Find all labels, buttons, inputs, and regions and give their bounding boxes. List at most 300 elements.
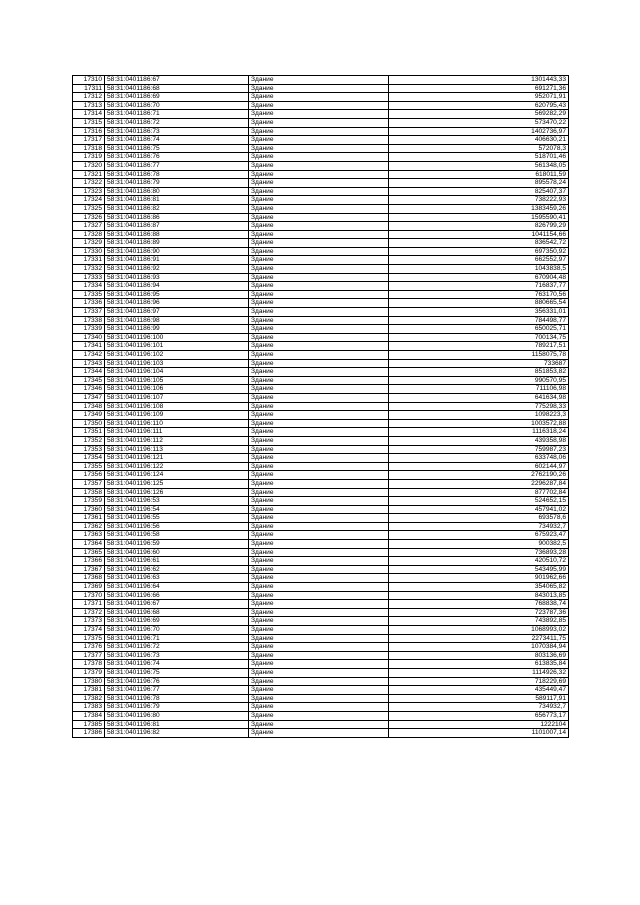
row-number-cell: 17324 xyxy=(73,196,105,205)
table-row xyxy=(73,325,569,334)
table-row xyxy=(73,273,569,282)
cadastral-value-cell: 877702,84 xyxy=(389,488,569,497)
table-row xyxy=(73,316,569,325)
object-type-cell: Здание xyxy=(249,531,389,540)
table-row xyxy=(73,153,569,162)
cadastral-number-cell: 58:31:0401186:79 xyxy=(105,179,249,188)
cadastral-value-cell: 851853,82 xyxy=(389,368,569,377)
row-number-cell: 17318 xyxy=(73,144,105,153)
cadastral-number-cell: 58:31:0401196:56 xyxy=(105,522,249,531)
cadastral-number-cell: 58:31:0401196:100 xyxy=(105,333,249,342)
object-type-cell: Здание xyxy=(249,694,389,703)
cadastral-value-cell: 1301443,33 xyxy=(389,76,569,85)
object-type-cell: Здание xyxy=(249,333,389,342)
cadastral-value-cell: 825407,37 xyxy=(389,187,569,196)
table-row xyxy=(73,557,569,566)
row-number-cell: 17316 xyxy=(73,127,105,136)
object-type-cell: Здание xyxy=(249,247,389,256)
object-type-cell: Здание xyxy=(249,660,389,669)
cadastral-number-cell: 58:31:0401186:97 xyxy=(105,308,249,317)
row-number-cell: 17340 xyxy=(73,333,105,342)
cadastral-value-cell: 2296287,84 xyxy=(389,479,569,488)
table-row xyxy=(73,93,569,102)
object-type-cell: Здание xyxy=(249,643,389,652)
cadastral-value-cell: 738222,93 xyxy=(389,196,569,205)
cadastral-number-cell: 58:31:0401186:89 xyxy=(105,239,249,248)
cadastral-number-cell: 58:31:0401196:55 xyxy=(105,514,249,523)
cadastral-number-cell: 58:31:0401196:82 xyxy=(105,729,249,738)
object-type-cell: Здание xyxy=(249,256,389,265)
row-number-cell: 17336 xyxy=(73,299,105,308)
cadastral-number-cell: 58:31:0401196:63 xyxy=(105,574,249,583)
object-type-cell: Здание xyxy=(249,522,389,531)
cadastral-value-cell: 768838,74 xyxy=(389,600,569,609)
cadastral-number-cell: 58:31:0401186:96 xyxy=(105,299,249,308)
cadastral-value-cell: 691271,36 xyxy=(389,84,569,93)
cadastral-number-cell: 58:31:0401186:78 xyxy=(105,170,249,179)
row-number-cell: 17366 xyxy=(73,557,105,566)
cadastral-number-cell: 58:31:0401196:74 xyxy=(105,660,249,669)
cadastral-value-cell: 952071,91 xyxy=(389,93,569,102)
cadastral-number-cell: 58:31:0401186:77 xyxy=(105,161,249,170)
row-number-cell: 17352 xyxy=(73,436,105,445)
row-number-cell: 17382 xyxy=(73,694,105,703)
object-type-cell: Здание xyxy=(249,471,389,480)
cadastral-number-cell: 58:31:0401196:80 xyxy=(105,711,249,720)
row-number-cell: 17380 xyxy=(73,677,105,686)
cadastral-value-cell: 789217,51 xyxy=(389,342,569,351)
table-row xyxy=(73,342,569,351)
object-type-cell: Здание xyxy=(249,514,389,523)
cadastral-number-cell: 58:31:0401186:72 xyxy=(105,118,249,127)
object-type-cell: Здание xyxy=(249,118,389,127)
object-type-cell: Здание xyxy=(249,436,389,445)
object-type-cell: Здание xyxy=(249,419,389,428)
row-number-cell: 17354 xyxy=(73,454,105,463)
table-row xyxy=(73,703,569,712)
object-type-cell: Здание xyxy=(249,720,389,729)
object-type-cell: Здание xyxy=(249,170,389,179)
row-number-cell: 17363 xyxy=(73,531,105,540)
table-row xyxy=(73,626,569,635)
object-type-cell: Здание xyxy=(249,93,389,102)
table-row xyxy=(73,686,569,695)
table-row xyxy=(73,76,569,85)
cadastral-number-cell: 58:31:0401186:82 xyxy=(105,204,249,213)
cadastral-value-cell: 826799,29 xyxy=(389,222,569,231)
cadastral-number-cell: 58:31:0401186:90 xyxy=(105,247,249,256)
object-type-cell: Здание xyxy=(249,583,389,592)
table-row xyxy=(73,84,569,93)
object-type-cell: Здание xyxy=(249,222,389,231)
row-number-cell: 17379 xyxy=(73,668,105,677)
row-number-cell: 17341 xyxy=(73,342,105,351)
table-row xyxy=(73,170,569,179)
row-number-cell: 17319 xyxy=(73,153,105,162)
row-number-cell: 17350 xyxy=(73,419,105,428)
cadastral-number-cell: 58:31:0401196:78 xyxy=(105,694,249,703)
row-number-cell: 17367 xyxy=(73,565,105,574)
object-type-cell: Здание xyxy=(249,557,389,566)
cadastral-value-cell: 650025,71 xyxy=(389,325,569,334)
table-row xyxy=(73,729,569,738)
table-row xyxy=(73,351,569,360)
table-row xyxy=(73,187,569,196)
object-type-cell: Здание xyxy=(249,368,389,377)
cadastral-number-cell: 58:31:0401196:69 xyxy=(105,617,249,626)
cadastral-number-cell: 58:31:0401196:54 xyxy=(105,505,249,514)
cadastral-value-cell: 435449,47 xyxy=(389,686,569,695)
cadastral-value-cell: 693578,6 xyxy=(389,514,569,523)
cadastral-number-cell: 58:31:0401186:92 xyxy=(105,265,249,274)
cadastral-number-cell: 58:31:0401196:72 xyxy=(105,643,249,652)
object-type-cell: Здание xyxy=(249,187,389,196)
object-type-cell: Здание xyxy=(249,204,389,213)
row-number-cell: 17332 xyxy=(73,265,105,274)
cadastral-number-cell: 58:31:0401196:68 xyxy=(105,608,249,617)
object-type-cell: Здание xyxy=(249,342,389,351)
row-number-cell: 17346 xyxy=(73,385,105,394)
row-number-cell: 17370 xyxy=(73,591,105,600)
cadastral-number-cell: 58:31:0401186:70 xyxy=(105,101,249,110)
row-number-cell: 17329 xyxy=(73,239,105,248)
cadastral-value-cell: 711106,98 xyxy=(389,385,569,394)
row-number-cell: 17313 xyxy=(73,101,105,110)
table-row xyxy=(73,419,569,428)
table-row xyxy=(73,591,569,600)
cadastral-number-cell: 58:31:0401196:67 xyxy=(105,600,249,609)
table-row xyxy=(73,471,569,480)
table-row xyxy=(73,505,569,514)
object-type-cell: Здание xyxy=(249,265,389,274)
cadastral-value-cell: 1114926,32 xyxy=(389,668,569,677)
cadastral-value-cell: 716837,77 xyxy=(389,282,569,291)
object-type-cell: Здание xyxy=(249,393,389,402)
cadastral-value-cell: 620795,43 xyxy=(389,101,569,110)
row-number-cell: 17343 xyxy=(73,359,105,368)
table-row xyxy=(73,282,569,291)
cadastral-value-cell: 1068993,02 xyxy=(389,626,569,635)
cadastral-number-cell: 58:31:0401186:80 xyxy=(105,187,249,196)
cadastral-number-cell: 58:31:0401196:79 xyxy=(105,703,249,712)
table-row xyxy=(73,574,569,583)
object-type-cell: Здание xyxy=(249,213,389,222)
table-row xyxy=(73,299,569,308)
table-row xyxy=(73,333,569,342)
row-number-cell: 17365 xyxy=(73,548,105,557)
object-type-cell: Здание xyxy=(249,299,389,308)
cadastral-number-cell: 58:31:0401196:103 xyxy=(105,359,249,368)
table-row xyxy=(73,565,569,574)
cadastral-number-cell: 58:31:0401196:109 xyxy=(105,411,249,420)
row-number-cell: 17355 xyxy=(73,462,105,471)
cadastral-number-cell: 58:31:0401196:53 xyxy=(105,497,249,506)
table-row xyxy=(73,428,569,437)
row-number-cell: 17347 xyxy=(73,393,105,402)
table-row xyxy=(73,359,569,368)
cadastral-value-cell: 1070384,94 xyxy=(389,643,569,652)
cadastral-number-cell: 58:31:0401186:75 xyxy=(105,144,249,153)
cadastral-value-cell: 880665,54 xyxy=(389,299,569,308)
cadastral-value-cell: 734932,7 xyxy=(389,522,569,531)
object-type-cell: Здание xyxy=(249,230,389,239)
cadastral-value-cell: 641634,98 xyxy=(389,393,569,402)
row-number-cell: 17375 xyxy=(73,634,105,643)
cadastral-value-cell: 561348,05 xyxy=(389,161,569,170)
cadastral-value-cell: 457941,02 xyxy=(389,505,569,514)
object-type-cell: Здание xyxy=(249,376,389,385)
table-row xyxy=(73,101,569,110)
cadastral-number-cell: 58:31:0401186:73 xyxy=(105,127,249,136)
table-row xyxy=(73,179,569,188)
cadastral-number-cell: 58:31:0401186:67 xyxy=(105,76,249,85)
object-type-cell: Здание xyxy=(249,505,389,514)
object-type-cell: Здание xyxy=(249,179,389,188)
table-body xyxy=(73,76,569,738)
table-row xyxy=(73,411,569,420)
cadastral-number-cell: 58:31:0401196:126 xyxy=(105,488,249,497)
cadastral-number-cell: 58:31:0401196:111 xyxy=(105,428,249,437)
table-row xyxy=(73,651,569,660)
cadastral-number-cell: 58:31:0401196:81 xyxy=(105,720,249,729)
cadastral-value-cell: 990570,95 xyxy=(389,376,569,385)
object-type-cell: Здание xyxy=(249,127,389,136)
cadastral-value-cell: 618011,59 xyxy=(389,170,569,179)
row-number-cell: 17334 xyxy=(73,282,105,291)
table-row xyxy=(73,720,569,729)
row-number-cell: 17368 xyxy=(73,574,105,583)
cadastral-value-cell: 763170,56 xyxy=(389,290,569,299)
cadastral-value-cell: 697350,92 xyxy=(389,247,569,256)
cadastral-value-cell: 1003572,88 xyxy=(389,419,569,428)
cadastral-value-cell: 572078,3 xyxy=(389,144,569,153)
object-type-cell: Здание xyxy=(249,668,389,677)
table-row xyxy=(73,462,569,471)
cadastral-number-cell: 58:31:0401186:94 xyxy=(105,282,249,291)
row-number-cell: 17310 xyxy=(73,76,105,85)
cadastral-value-cell: 836542,72 xyxy=(389,239,569,248)
table-row xyxy=(73,514,569,523)
cadastral-value-cell: 518701,46 xyxy=(389,153,569,162)
table-row xyxy=(73,196,569,205)
cadastral-number-cell: 58:31:0401186:81 xyxy=(105,196,249,205)
cadastral-number-cell: 58:31:0401196:61 xyxy=(105,557,249,566)
table-row xyxy=(73,445,569,454)
table-row xyxy=(73,522,569,531)
cadastral-value-cell: 1098223,3 xyxy=(389,411,569,420)
cadastral-number-cell: 58:31:0401196:70 xyxy=(105,626,249,635)
row-number-cell: 17358 xyxy=(73,488,105,497)
row-number-cell: 17327 xyxy=(73,222,105,231)
table-row xyxy=(73,239,569,248)
table-row xyxy=(73,600,569,609)
cadastral-value-cell: 743892,85 xyxy=(389,617,569,626)
table-row xyxy=(73,144,569,153)
table-row xyxy=(73,110,569,119)
object-type-cell: Здание xyxy=(249,411,389,420)
object-type-cell: Здание xyxy=(249,196,389,205)
cadastral-number-cell: 58:31:0401186:76 xyxy=(105,153,249,162)
row-number-cell: 17348 xyxy=(73,402,105,411)
row-number-cell: 17356 xyxy=(73,471,105,480)
object-type-cell: Здание xyxy=(249,591,389,600)
table-row xyxy=(73,290,569,299)
table-row xyxy=(73,497,569,506)
row-number-cell: 17311 xyxy=(73,84,105,93)
cadastral-value-cell: 1043838,5 xyxy=(389,265,569,274)
cadastral-value-cell: 589117,91 xyxy=(389,694,569,703)
row-number-cell: 17323 xyxy=(73,187,105,196)
cadastral-number-cell: 58:31:0401196:105 xyxy=(105,376,249,385)
row-number-cell: 17369 xyxy=(73,583,105,592)
row-number-cell: 17371 xyxy=(73,600,105,609)
row-number-cell: 17330 xyxy=(73,247,105,256)
table-row xyxy=(73,136,569,145)
cadastral-value-cell: 662552,97 xyxy=(389,256,569,265)
cadastral-number-cell: 58:31:0401186:91 xyxy=(105,256,249,265)
cadastral-number-cell: 58:31:0401196:102 xyxy=(105,351,249,360)
cadastral-number-cell: 58:31:0401186:99 xyxy=(105,325,249,334)
row-number-cell: 17345 xyxy=(73,376,105,385)
row-number-cell: 17344 xyxy=(73,368,105,377)
row-number-cell: 17333 xyxy=(73,273,105,282)
table-row xyxy=(73,204,569,213)
object-type-cell: Здание xyxy=(249,153,389,162)
cadastral-value-cell: 723787,36 xyxy=(389,608,569,617)
table-row xyxy=(73,118,569,127)
object-type-cell: Здание xyxy=(249,84,389,93)
row-number-cell: 17374 xyxy=(73,626,105,635)
row-number-cell: 17315 xyxy=(73,118,105,127)
row-number-cell: 17353 xyxy=(73,445,105,454)
table-row xyxy=(73,454,569,463)
row-number-cell: 17317 xyxy=(73,136,105,145)
row-number-cell: 17326 xyxy=(73,213,105,222)
object-type-cell: Здание xyxy=(249,651,389,660)
table-row xyxy=(73,308,569,317)
row-number-cell: 17381 xyxy=(73,686,105,695)
cadastral-number-cell: 58:31:0401196:62 xyxy=(105,565,249,574)
cadastral-number-cell: 58:31:0401196:66 xyxy=(105,591,249,600)
cadastral-number-cell: 58:31:0401196:107 xyxy=(105,393,249,402)
object-type-cell: Здание xyxy=(249,686,389,695)
cadastral-number-cell: 58:31:0401186:71 xyxy=(105,110,249,119)
cadastral-number-cell: 58:31:0401186:98 xyxy=(105,316,249,325)
cadastral-value-cell: 670904,48 xyxy=(389,273,569,282)
cadastral-value-cell: 775298,33 xyxy=(389,402,569,411)
cadastral-number-cell: 58:31:0401186:87 xyxy=(105,222,249,231)
table-row xyxy=(73,230,569,239)
cadastral-number-cell: 58:31:0401186:88 xyxy=(105,230,249,239)
object-type-cell: Здание xyxy=(249,711,389,720)
cadastral-value-cell: 803136,69 xyxy=(389,651,569,660)
cadastral-value-cell: 1116318,24 xyxy=(389,428,569,437)
cadastral-value-cell: 613835,84 xyxy=(389,660,569,669)
table-row xyxy=(73,548,569,557)
cadastral-number-cell: 58:31:0401186:69 xyxy=(105,93,249,102)
cadastral-number-cell: 58:31:0401196:106 xyxy=(105,385,249,394)
cadastral-value-cell: 1158075,78 xyxy=(389,351,569,360)
object-type-cell: Здание xyxy=(249,273,389,282)
cadastral-value-cell: 843013,85 xyxy=(389,591,569,600)
row-number-cell: 17360 xyxy=(73,505,105,514)
table-row xyxy=(73,634,569,643)
table-row xyxy=(73,402,569,411)
cadastral-value-cell: 1101007,14 xyxy=(389,729,569,738)
cadastral-number-cell: 58:31:0401196:101 xyxy=(105,342,249,351)
object-type-cell: Здание xyxy=(249,626,389,635)
cadastral-value-cell: 569282,29 xyxy=(389,110,569,119)
row-number-cell: 17335 xyxy=(73,290,105,299)
cadastral-number-cell: 58:31:0401196:122 xyxy=(105,462,249,471)
row-number-cell: 17331 xyxy=(73,256,105,265)
row-number-cell: 17325 xyxy=(73,204,105,213)
object-type-cell: Здание xyxy=(249,703,389,712)
cadastral-number-cell: 58:31:0401196:77 xyxy=(105,686,249,695)
cadastral-value-cell: 1222104 xyxy=(389,720,569,729)
cadastral-value-cell: 759987,23 xyxy=(389,445,569,454)
cadastral-number-cell: 58:31:0401196:58 xyxy=(105,531,249,540)
row-number-cell: 17364 xyxy=(73,540,105,549)
object-type-cell: Здание xyxy=(249,76,389,85)
object-type-cell: Здание xyxy=(249,488,389,497)
row-number-cell: 17361 xyxy=(73,514,105,523)
row-number-cell: 17322 xyxy=(73,179,105,188)
cadastral-number-cell: 58:31:0401196:71 xyxy=(105,634,249,643)
object-type-cell: Здание xyxy=(249,325,389,334)
table-row xyxy=(73,711,569,720)
cadastral-number-cell: 58:31:0401196:110 xyxy=(105,419,249,428)
cadastral-number-cell: 58:31:0401196:60 xyxy=(105,548,249,557)
row-number-cell: 17372 xyxy=(73,608,105,617)
cadastral-value-cell: 901962,66 xyxy=(389,574,569,583)
table-row xyxy=(73,660,569,669)
table-row xyxy=(73,161,569,170)
row-number-cell: 17383 xyxy=(73,703,105,712)
row-number-cell: 17349 xyxy=(73,411,105,420)
cadastral-value-cell: 439358,98 xyxy=(389,436,569,445)
cadastral-value-cell: 2762190,26 xyxy=(389,471,569,480)
cadastral-number-cell: 58:31:0401196:124 xyxy=(105,471,249,480)
row-number-cell: 17362 xyxy=(73,522,105,531)
row-number-cell: 17373 xyxy=(73,617,105,626)
table-row xyxy=(73,677,569,686)
row-number-cell: 17314 xyxy=(73,110,105,119)
cadastral-number-cell: 58:31:0401186:93 xyxy=(105,273,249,282)
row-number-cell: 17386 xyxy=(73,729,105,738)
object-type-cell: Здание xyxy=(249,600,389,609)
row-number-cell: 17357 xyxy=(73,479,105,488)
object-type-cell: Здание xyxy=(249,462,389,471)
table-row xyxy=(73,256,569,265)
object-type-cell: Здание xyxy=(249,565,389,574)
cadastral-value-cell: 734932,7 xyxy=(389,703,569,712)
cadastral-number-cell: 58:31:0401186:86 xyxy=(105,213,249,222)
row-number-cell: 17376 xyxy=(73,643,105,652)
object-type-cell: Здание xyxy=(249,110,389,119)
object-type-cell: Здание xyxy=(249,729,389,738)
object-type-cell: Здание xyxy=(249,136,389,145)
cadastral-value-cell: 543495,99 xyxy=(389,565,569,574)
object-type-cell: Здание xyxy=(249,351,389,360)
row-number-cell: 17337 xyxy=(73,308,105,317)
cadastral-value-cell: 1402736,97 xyxy=(389,127,569,136)
row-number-cell: 17385 xyxy=(73,720,105,729)
cadastral-value-cell: 718229,69 xyxy=(389,677,569,686)
table-row xyxy=(73,368,569,377)
table-row xyxy=(73,127,569,136)
cadastral-value-cell: 656773,17 xyxy=(389,711,569,720)
